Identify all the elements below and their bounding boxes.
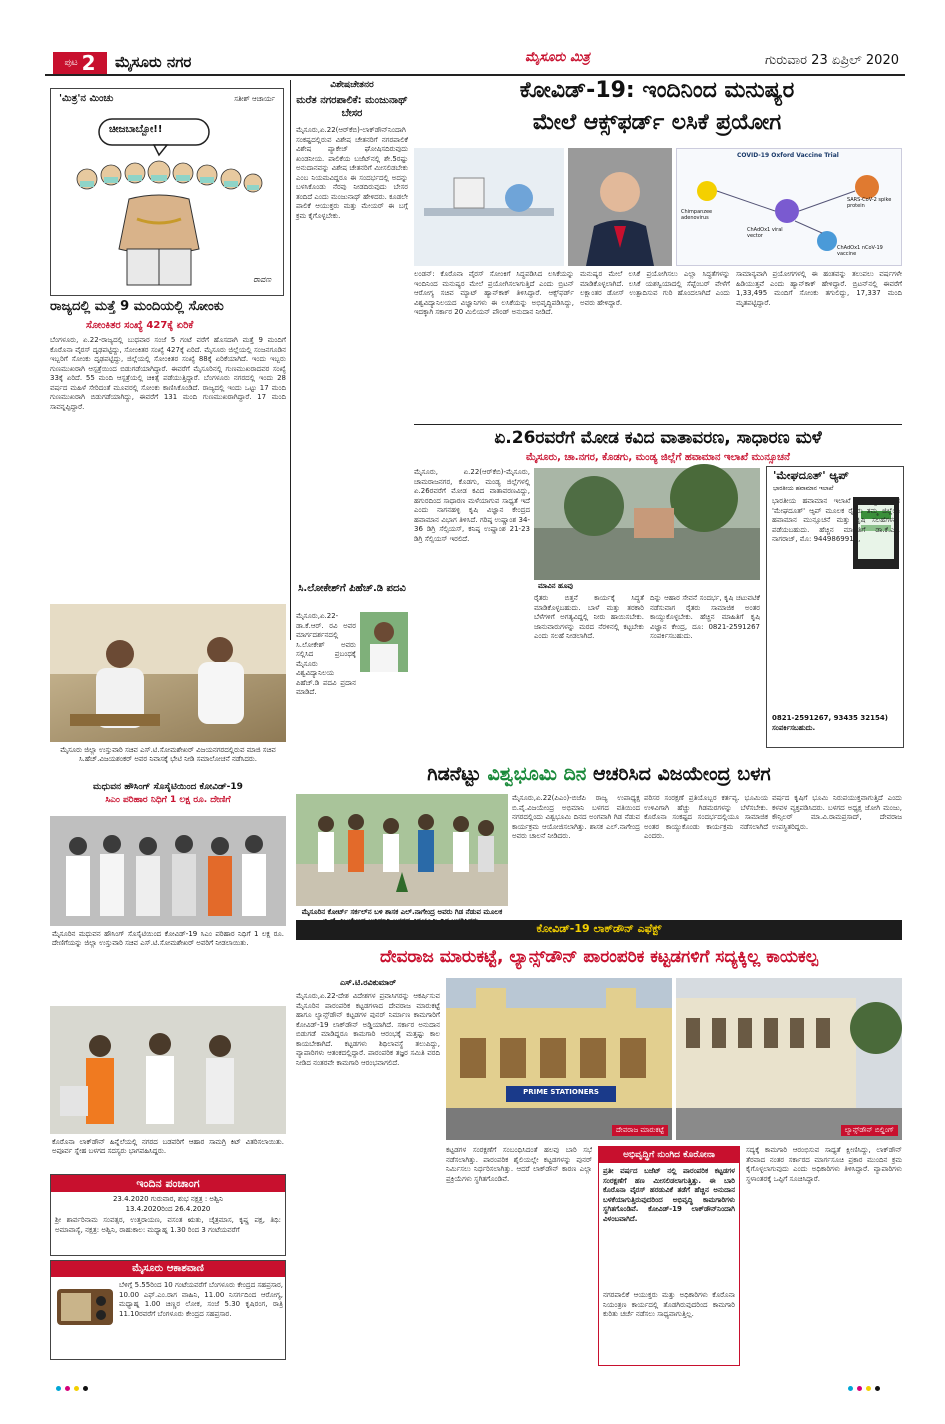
- panchanga-box: [50, 1174, 286, 1256]
- minister-photo: [568, 148, 672, 266]
- market-col1: ಮೈಸೂರು,ಏ.22-ದೇಶ ವಿದೇಶಗಳ ಪ್ರವಾಸಿಗರನ್ನು ಆಕರ್ಷಿಸುವ ಮೈಸೂರಿನ ಪಾರಂಪರಿಕ ಕಟ್ಟಡಗಳಾದ ದೇವರಾಜ ಮಾರುಕಟ್ಟೆ ಹಾಗೂ ಲ್ಯಾನ್ಸ್‌ಡೌನ್ ಕಟ್ಟಡಗಳ ಪುನರ್ ನಿರ್ಮಾಣ ಕಾಮಗಾರಿಗೆ ಕೋವಿಡ್-19 ಲಾಕ್‌ಡೌನ್ ಅಡ್ಡಿಯಾಗಿದೆ. ಸರ್ಕಾರ ಅನುದಾನ ಬಿಡುಗಡೆ ಮಾಡಿದ್ದರೂ ಕಾಮಗಾರಿ ಆರಂಭಕ್ಕೆ ಮತ್ತಷ್ಟು ಕಾಲ ಕಾಯಬೇಕಾಗಿದೆ. ಕಟ್ಟಡಗಳು ಶಿಥಿಲಾವಸ್ಥೆ ತಲುಪಿದ್ದು, ವ್ಯಾಪಾರಿಗಳು ಆತಂಕದಲ್ಲಿದ್ದಾರೆ. ಪಾರಂಪರಿಕ ತಜ್ಞರ ಸಮಿತಿ ವರದಿ ನೀಡಿದ ನಂತರವೇ ಕಾಮಗಾರಿ ಆರಂಭವಾಗಲಿದೆ.: [296, 992, 440, 1067]
- earthday-headline: [296, 762, 902, 786]
- donation-photo: [50, 816, 286, 926]
- market-headline: ದೇವರಾಜ ಮಾರುಕಟ್ಟೆ, ಲ್ಯಾನ್ಸ್‌ಡೌನ್ ಪಾರಂಪರಿಕ ಕಟ್ಟಡಗಳಿಗೆ ಸದ್ಯಕ್ಕಿಲ್ಲ ಕಾಯಕಲ್ಪ: [379, 947, 819, 967]
- weather-photo-caption: ಮಾವಿನ ಹೂವು: [538, 582, 573, 590]
- lab-photo: [414, 148, 564, 266]
- minister-photo-art: [568, 148, 672, 266]
- lokesh-headline: ಸಿ.ಲೋಕೇಶ್‌ಗೆ ಪಿಹೆಚ್.ಡಿ ಪದವಿ: [298, 583, 406, 594]
- masthead-date: ಗುರುವಾರ 23 ಏಪ್ರಿಲ್ 2020: [765, 53, 899, 68]
- corporation-headline: ಮರೆತ ನಗರಪಾಲಿಕೆ: ಮಂಜುನಾಥ್ ಬೇಸರ: [296, 95, 408, 119]
- earthday-col2: ಪರಿಸರ ಸಂರಕ್ಷಣೆ ಪ್ರತಿಯೊಬ್ಬರ ಕರ್ತವ್ಯ. ಭೂಮಿಯ ಉಳಿವಿಗಾಗಿ ಹೆಚ್ಚು ಗಿಡಮರಗಳನ್ನು ಬೆಳೆಸಬೇಕು. ಕೊರೊನಾ ಸಂಕಷ್ಟದ ಸಂದರ್ಭದಲ್ಲಿಯೂ ಸಾಮಾಜಿಕ ಅಂತರ ಕಾಯ್ದುಕೊಂಡು ಕಾರ್ಯಕ್ರಮ ನಡೆಸಲಾಗಿದೆ ಎಂದರು.: [644, 794, 768, 840]
- registration-marks-right: [848, 1386, 880, 1391]
- diagram-label-2: ChAdOx1 viral vector: [747, 227, 783, 239]
- earthday-headline-mid: ವಿಶ್ವಭೂಮಿ ದಿನ: [487, 763, 587, 785]
- market-col3: ನಗರಪಾಲಿಕೆ ಆಯುಕ್ತರು ಮತ್ತು ಅಧಿಕಾರಿಗಳು ಕೊರೊನಾ ನಿಯಂತ್ರಣ ಕಾರ್ಯದಲ್ಲಿ ತೊಡಗಿರುವುದರಿಂದ ಕಾಮಗಾರಿ ಕುರಿತು ಚರ್ಚೆ ನಡೆಸಲು ಸಾಧ್ಯವಾಗುತ್ತಿಲ್ಲ.: [603, 1291, 735, 1318]
- state-covid-subhead: ಸೋಂಕಿತರ ಸಂಖ್ಯೆ 427ಕ್ಕೆ ಏರಿಕೆ: [86, 320, 194, 331]
- earthday-caption: ಮೈಸೂರಿನ ಕೋರ್ಟ್ ಸರ್ಕಲ್‌ನ ಬಳಿ ಶಾಸಕ ಎಲ್.ನಾಗೇಂದ್ರ ಅವರು ಗಿಡ ನೆಡುವ ಮೂಲಕ: [301, 908, 503, 916]
- weather-headline: ಏ.26ರವರೆಗೆ ಮೋಡ ಕವಿದ ವಾತಾವರಣ, ಸಾಧಾರಣ ಮಳೆ: [494, 428, 822, 448]
- market-byline: ಎಸ್.ಟಿ.ರವಿಕುಮಾರ್: [339, 978, 397, 987]
- lokesh-photo-art: [360, 612, 408, 672]
- ministers-photo-art: [50, 604, 286, 742]
- cartoon-illustration: [59, 109, 277, 293]
- panchanga-line2: 13.4.2020ರಿಂದ 26.4.2020: [125, 1205, 211, 1213]
- vaccine-col1: ಲಂಡನ್: ಕೊರೊನಾ ವೈರಸ್ ಸೋಂಕಿಗೆ ಸಿದ್ಧಪಡಿಸಿದ ಲಸಿಕೆಯನ್ನು ಇಂದಿನಿಂದ ಮನುಷ್ಯರ ಮೇಲೆ ಪ್ರಯೋಗಿಸಲಾಗುತ್ತಿದೆ ಎಂದು ಬ್ರಿಟನ್ ಆರೋಗ್ಯ ಸಚಿವ ಮ್ಯಾಟ್ ಹ್ಯಾನ್‌ಕಾಕ್ ತಿಳಿಸಿದ್ದಾರೆ. ಆಕ್ಸ್‌ಫರ್ಡ್ ವಿಶ್ವವಿದ್ಯಾನಿಲಯದ ವಿಜ್ಞಾನಿಗಳು ಈ ಲಸಿಕೆಯನ್ನು ಅಭಿವೃದ್ಧಿಪಡಿಸಿದ್ದು, ಇದಕ್ಕಾಗಿ ಸರ್ಕಾರ 20 ಮಿಲಿಯನ್ ಪೌಂಡ್ ಅನುದಾನ ನೀಡಿದೆ.: [414, 270, 574, 316]
- lansdowne-photo: [676, 978, 902, 1140]
- weather-col1: ಮೈಸೂರು, ಏ.22(ಆರ್‌ಕೆಬಿ)-ಮೈಸೂರು, ಚಾಮರಾಜನಗರ, ಕೊಡಗು, ಮಂಡ್ಯ ಜಿಲ್ಲೆಗಳಲ್ಲಿ ಏ.26ರವರೆಗೆ ಮೋಡ ಕವಿದ ವಾತಾವರಣವಿದ್ದು, ಹಗುರದಿಂದ ಸಾಧಾರಣ ಮಳೆಯಾಗುವ ಸಾಧ್ಯತೆ ಇದೆ ಎಂದು ನಾಗನಹಳ್ಳಿ ಕೃಷಿ ವಿಜ್ಞಾನ ಕೇಂದ್ರದ ಹವಾಮಾನ ವಿಭಾಗ ತಿಳಿಸಿದೆ. ಗರಿಷ್ಠ ಉಷ್ಣಾಂಶ 34-36 ಡಿಗ್ರಿ ಸೆಲ್ಸಿಯಸ್, ಕನಿಷ್ಠ ಉಷ್ಣಾಂಶ 21-23 ಡಿಗ್ರಿ ಸೆಲ್ಸಿಯಸ್ ಇರಲಿದೆ.: [414, 468, 530, 543]
- corporation-body: ಮೈಸೂರು,ಏ.22(ಆರ್‌ಕೆಬಿ)-ಲಾಕ್‌ಡೌನ್‌ನಿಂದಾಗಿ ಸಂಕಷ್ಟದಲ್ಲಿರುವ ವಿಶೇಷ ಚೇತನರಿಗೆ ನಗರಪಾಲಿಕೆ ವಿಶೇಷ ಪ್ಯಾಕೇಜ್ ಘೋಷಿಸದಿರುವುದು ಖಂಡನೀಯ. ಪಾಲಿಕೆಯ ಬಜೆಟ್‌ನಲ್ಲಿ ಶೇ.5ರಷ್ಟು ಅನುದಾನವನ್ನು ವಿಶೇಷ ಚೇತನರಿಗೆ ಮೀಸಲಿಡಬೇಕು ಎಂಬ ನಿಯಮವಿದ್ದರೂ ಈ ಸಂದರ್ಭದಲ್ಲಿ ಅದನ್ನು ಬಳಸಿಕೊಂಡು ನೆರವು ನೀಡದಿರುವುದು ಬೇಸರ ತಂದಿದೆ ಎಂದು ಮಂಜುನಾಥ್ ಹೇಳಿದರು. ಕೂಡಲೇ ಪಾಲಿಕೆ ಆಯುಕ್ತರು ಮತ್ತು ಮೇಯರ್ ಈ ಬಗ್ಗೆ ಕ್ರಮ ಕೈಗೊಳ್ಳಬೇಕು.: [296, 126, 408, 220]
- panchanga-body: ಶ್ರೀ ಶಾರ್ವರಿನಾಮ ಸಂವತ್ಸರ, ಉತ್ತರಾಯಣ, ವಸಂತ ಋತು, ಚೈತ್ರಮಾಸ, ಕೃಷ್ಣ ಪಕ್ಷ, ತಿಥಿ: ಅಮಾವಾಸ್ಯೆ, ನಕ್ಷತ್ರ: ಅಶ್ವಿನಿ, ರಾಹುಕಾಲ: ಮಧ್ಯಾಹ್ನ 1.30 ರಿಂದ 3 ಗಂಟೆಯವರೆಗೆ: [55, 1216, 281, 1234]
- ministers-caption: ಮೈಸೂರು ಜಿಲ್ಲಾ ಉಸ್ತುವಾರಿ ಸಚಿವ ಎಸ್.ಟಿ.ಸೋಮಶೇಖರ್ ವಿಜಯನಗರದಲ್ಲಿರುವ ಮಾಜಿ ಸಚಿವ ಸಿ.ಹೆಚ್.ವಿಜಯಶಂಕರ್ ಅವರ ನಿವಾಸಕ್ಕೆ ಭೇಟಿ ನೀಡಿ ಸಮಾಲೋಚನೆ ನಡೆಸಿದರು.: [60, 746, 276, 763]
- lab-photo-art: [414, 148, 564, 266]
- diagram-label-3: SARS-CoV-2 spike protein: [847, 197, 892, 209]
- kit-photo: [50, 1006, 286, 1134]
- akashavani-title: ಮೈಸೂರು ಆಕಾಶವಾಣಿ: [51, 1261, 285, 1277]
- page-number: 2: [81, 51, 96, 75]
- page-label-badge: [53, 52, 107, 74]
- meghdoot-subtitle: ಭಾರತೀಯ ಹವಾಮಾನ ಇಲಾಖೆ: [773, 485, 834, 492]
- page-label: ಪುಟ: [64, 58, 78, 68]
- diagram-title: COVID-19 Oxford Vaccine Trial: [737, 152, 839, 159]
- donation-photo-art: [50, 816, 286, 926]
- cartoon-box: [50, 88, 284, 296]
- devaraja-caption: ದೇವರಾಜ ಮಾರುಕಟ್ಟೆ: [612, 1125, 668, 1136]
- section-name: ಮೈಸೂರು ನಗರ: [115, 53, 192, 71]
- corona-box-title: ಅಭಿವೃದ್ಧಿಗೆ ನುಂಗಿದ ಕೊರೋನಾ: [599, 1147, 739, 1163]
- devaraja-market-photo: [446, 978, 672, 1140]
- market-banner-text: ಕೋವಿಡ್-19 ಲಾಕ್‌ಡೌನ್ ಎಫೆಕ್ಟ್: [536, 922, 662, 935]
- panchanga-title: ಇಂದಿನ ಪಂಚಾಂಗ: [51, 1175, 285, 1192]
- weather-col3: ದಿನ್ನು ಆಹಾರ ಸೇವನೆ ಸಂದರ್ಭ, ಕೃಷಿ ಚಟುವಟಿಕೆ ನಡೆಸುವಾಗ ರೈತರು ಸಾಮಾಜಿಕ ಅಂತರ ಕಾಯ್ದುಕೊಳ್ಳಬೇಕು. ಹೆಚ್ಚಿನ ಮಾಹಿತಿಗೆ ಕೃಷಿ ವಿಜ್ಞಾನ ಕೇಂದ್ರ, ದೂ: 0821-2591267 ಸಂಪರ್ಕಿಸಬಹುದು.: [650, 594, 760, 640]
- meghdoot-phones: 0821-2591267, 93435 32154) ಸಂಪರ್ಕಿಸಬಹುದು.: [772, 714, 888, 732]
- corona-box-body: ಪ್ರತೀ ವರ್ಷದ ಬಜೆಟ್ ನಲ್ಲಿ ಪಾರಂಪರಿಕ ಕಟ್ಟಡಗಳ ಸಂರಕ್ಷಣೆಗೆ ಹಣ ಮೀಸಲಿಡಲಾಗುತ್ತಿತ್ತು. ಈ ಬಾರಿ ಕೊರೊನಾ ವೈರಸ್ ಹರಡುವಿಕೆ ತಡೆಗೆ ಹೆಚ್ಚಿನ ಅನುದಾನ ಬಳಕೆಯಾಗುತ್ತಿರುವುದರಿಂದ ಅಭಿವೃದ್ಧಿ ಕಾಮಗಾರಿಗಳು ಸ್ಥಗಿತಗೊಂಡಿವೆ. ಕೋವಿಡ್-19 ಲಾಕ್‌ಡೌನ್‌ನಿಂದಾಗಿ ವಿಳಂಬವಾಗಿದೆ.: [603, 1167, 735, 1223]
- meghdoot-title: 'ಮೇಘದೂತ್' ಆ್ಯಪ್: [773, 469, 849, 482]
- meghdoot-body: ಭಾರತೀಯ ಹವಾಮಾನ ಇಲಾಖೆ ಅಭಿವೃದ್ಧಿಪಡಿಸಿರುವ 'ಮೇಘದೂತ್' ಆ್ಯಪ್ ಮೂಲಕ ರೈತರು ತಮ್ಮ ಜಿಲ್ಲೆಯ ಹವಾಮಾನ ಮುನ್ಸೂಚನೆ ಮತ್ತು ಕೃಷಿ ಸಲಹೆಗಳನ್ನು ಪಡೆಯಬಹುದು. ಹೆಚ್ಚಿನ ಮಾಹಿತಿಗೆ ಡಾ.ಕೆ.ಎಂ. ನಾಗರಾಜ್, ಮೊ: 9449869914,: [772, 497, 900, 543]
- lokesh-body: ಮೈಸೂರು,ಏ.22-ಡಾ.ಕೆ.ಆರ್. ರವಿ ಅವರ ಮಾರ್ಗದರ್ಶನದಲ್ಲಿ ಸಿ.ಲೋಕೇಶ್ ಅವರು ಸಲ್ಲಿಸಿದ ಪ್ರಬಂಧಕ್ಕೆ ಮೈಸೂರು ವಿಶ್ವವಿದ್ಯಾನಿಲಯ ಪಿಹೆಚ್.ಡಿ ಪದವಿ ಪ್ರದಾನ ಮಾಡಿದೆ.: [296, 612, 356, 696]
- weather-photo: [534, 468, 760, 580]
- ministers-photo: [50, 604, 286, 742]
- cartoon-artist: ಸತೀಶ್ ಆಚಾರ್ಯ: [234, 95, 275, 103]
- market-col4: ಸದ್ಯಕ್ಕೆ ಕಾಮಗಾರಿ ಆರಂಭಿಸುವ ಸಾಧ್ಯತೆ ಕ್ಷೀಣಿಸಿದ್ದು, ಲಾಕ್‌ಡೌನ್ ತೆರವಾದ ನಂತರ ಸರ್ಕಾರದ ಮಾರ್ಗಸೂಚಿ ಪ್ರಕಾರ ಮುಂದಿನ ಕ್ರಮ ಕೈಗೊಳ್ಳಲಾಗುವುದು ಎಂದು ಅಧಿಕಾರಿಗಳು ತಿಳಿಸಿದ್ದಾರೆ. ವ್ಯಾಪಾರಿಗಳು ಸ್ಥಳಾಂತರಕ್ಕೆ ಒಪ್ಪಿಗೆ ಸೂಚಿಸಿದ್ದಾರೆ.: [746, 1146, 902, 1183]
- weather-subhead: ಮೈಸೂರು, ಚಾ.ನಗರ, ಕೊಡಗು, ಮಂಡ್ಯ ಜಿಲ್ಲೆಗೆ ಹವಾಮಾನ ಇಲಾಖೆ ಮುನ್ಸೂಚನೆ: [526, 452, 790, 463]
- donation-headline: ಮಧುವನ ಹೌಸಿಂಗ್ ಸೊಸೈಟಿಯಿಂದ ಕೋವಿಡ್-19: [93, 782, 243, 792]
- radio-icon: [55, 1283, 115, 1329]
- lansdowne-photo-art: [676, 978, 902, 1140]
- earthday-photo-art: [296, 794, 508, 906]
- earthday-photo: [296, 794, 508, 906]
- market-col2: ಕಟ್ಟಡಗಳ ಸಂರಕ್ಷಣೆಗೆ ಸಂಬಂಧಿಸಿದಂತೆ ಹಲವು ಬಾರಿ ಸಭೆ ನಡೆಸಲಾಗಿತ್ತು. ಪಾರಂಪರಿಕ ಶೈಲಿಯಲ್ಲೇ ಕಟ್ಟಡಗಳನ್ನು ಪುನರ್ ನಿರ್ಮಿಸಲು ನಿರ್ಧರಿಸಲಾಗಿತ್ತು. ಆದರೆ ಲಾಕ್‌ಡೌನ್ ಕಾರಣ ಎಲ್ಲಾ ಪ್ರಕ್ರಿಯೆಗಳು ಸ್ಥಗಿತಗೊಂಡಿವೆ.: [446, 1146, 592, 1183]
- lansdowne-caption: ಲ್ಯಾನ್ಸ್‌ಡೌನ್ ಬಿಲ್ಡಿಂಗ್: [841, 1125, 898, 1136]
- weather-col2: ರೈತರು ಬಿತ್ತನೆ ಕಾರ್ಯಕ್ಕೆ ಸಿದ್ಧತೆ ಮಾಡಿಕೊಳ್ಳಬಹುದು. ಬಾಳೆ ಮತ್ತು ತರಕಾರಿ ಬೆಳೆಗಳಿಗೆ ಅಗತ್ಯವಿದ್ದಲ್ಲಿ ನೀರು ಹಾಯಿಸಬೇಕು. ಜಾನುವಾರುಗಳನ್ನು ಮರದ ನೆರಳಿನಲ್ಲಿ ಕಟ್ಟಬೇಕು ಎಂದು ಸಲಹೆ ನೀಡಲಾಗಿದೆ.: [534, 594, 644, 640]
- registration-marks-left: [56, 1386, 88, 1391]
- akashavani-box: [50, 1260, 286, 1360]
- weather-photo-art: [534, 468, 760, 580]
- donation-caption: ಮೈಸೂರಿನ ಮಧುವನ ಹೌಸಿಂಗ್ ಸೊಸೈಟಿಯಿಂದ ಕೋವಿಡ್-19 ಸಿಎಂ ಪರಿಹಾರ ನಿಧಿಗೆ 1 ಲಕ್ಷ ರೂ. ದೇಣಿಗೆಯನ್ನು ಜಿಲ್ಲಾ ಉಸ್ತುವಾರಿ ಸಚಿವ ಎಸ್.ಟಿ.ಸೋಮಶೇಖರ್ ಅವರಿಗೆ ನೀಡಲಾಯಿತು.: [52, 930, 284, 947]
- corona-box: [598, 1146, 740, 1366]
- column-divider: [290, 80, 291, 640]
- cartoon-title: 'ಮಿತ್ರ'ನ ಮಿಂಚು: [59, 93, 114, 104]
- akashavani-body: ಬೆಳಿಗ್ಗೆ 5.55ರಿಂದ 10 ಗಂಟೆಯವರೆಗೆ ಬೆಂಗಳೂರು ಕೇಂದ್ರದ ಸಹಪ್ರಸಾರ, 10.00 ಎಫ್.ಎಂ.ರಾಗ ವಾಹಿನಿ, 11.00 ನಿಸರ್ಗದಿಂದ ಆರೋಗ್ಯ, ಮಧ್ಯಾಹ್ನ 1.00 ಚಿಣ್ಣರ ಲೋಕ, ಸಂಜೆ 5.30 ಕೃಷಿರಂಗ, ರಾತ್ರಿ 11.10ರವರೆಗೆ ಬೆಂಗಳೂರು ಕೇಂದ್ರದ ಸಹಪ್ರಸಾರ.: [119, 1281, 283, 1318]
- corporation-kicker: ವಿಶೇಷಚೇತನರ: [330, 80, 374, 90]
- earthday-headline-pre: ಗಿಡನೆಟ್ಟು: [427, 763, 481, 785]
- lokesh-photo: [360, 612, 408, 672]
- weather-top-rule: [414, 424, 902, 425]
- diagram-label-1: Chimpanzee adenovirus: [681, 209, 713, 221]
- paper-name: ಮೈಸೂರು ಮಿತ್ರ: [525, 50, 590, 65]
- donation-subhead: ಸಿಎಂ ಪರಿಹಾರ ನಿಧಿಗೆ 1 ಲಕ್ಷ ರೂ. ದೇಣಿಗೆ: [105, 795, 231, 805]
- earthday-headline-post: ಆಚರಿಸಿದ ವಿಜಯೇಂದ್ರ ಬಳಗ: [592, 763, 771, 785]
- earthday-col1: ಮೈಸೂರು,ಏ.22(ಪಿಎಂ)-ಬಿಜೆಪಿ ರಾಜ್ಯ ಉಪಾಧ್ಯಕ್ಷ ಬಿ.ವೈ.ವಿಜಯೇಂದ್ರ ಅಭಿಮಾನಿ ಬಳಗದ ವತಿಯಿಂದ ನಗರದಲ್ಲಿಂದು ವಿಶ್ವಭೂಮಿ ದಿನದ ಅಂಗವಾಗಿ ಗಿಡ ನೆಡುವ ಕಾರ್ಯಕ್ರಮ ಆಯೋಜಿಸಲಾಗಿತ್ತು. ಶಾಸಕ ಎಲ್.ನಾಗೇಂದ್ರ ಅವರು ಚಾಲನೆ ನೀಡಿದರು.: [512, 794, 640, 840]
- kit-photo-art: [50, 1006, 286, 1134]
- diagram-label-4: ChAdOx1 nCoV-19 vaccine: [837, 245, 883, 257]
- devaraja-market-photo-art: [446, 978, 672, 1140]
- market-banner: [296, 920, 902, 940]
- state-covid-headline: ರಾಜ್ಯದಲ್ಲಿ ಮತ್ತೆ 9 ಮಂದಿಯಲ್ಲಿ ಸೋಂಕು: [50, 299, 224, 314]
- vaccine-headline-1: ಕೋವಿಡ್-19: ಇಂದಿನಿಂದ ಮನುಷ್ಯರ: [519, 78, 795, 103]
- shop-sign: PRIME STATIONERS: [523, 1088, 599, 1096]
- earthday-col3: ವರ್ಷದ ಕೃಷಿಗೆ ಭೂಮಿ ನಿರುಪಯುಕ್ತವಾಗುತ್ತಿದೆ ಎಂದು ಕಳವಳ ವ್ಯಕ್ತಪಡಿಸಿದರು. ಬಳಗದ ಅಧ್ಯಕ್ಷ ಜೋಗಿ ಮಂಜು, ಕೌನ್ಸಿಲರ್ ಮಾ.ವಿ.ರಾಮಪ್ರಸಾದ್, ದೇವರಾಜ ಉಪಸ್ಥಿತರಿದ್ದರು.: [772, 794, 902, 831]
- panchanga-line1: 23.4.2020 ಗುರುವಾರ, ಶುಭ ನಕ್ಷತ್ರ : ಅಶ್ವಿನಿ: [112, 1195, 224, 1203]
- meghdoot-box: [766, 466, 904, 748]
- vaccine-col2: ಮನುಷ್ಯರ ಮೇಲೆ ಲಸಿಕೆ ಪ್ರಯೋಗಿಸಲು ಎಲ್ಲಾ ಸಿದ್ಧತೆಗಳನ್ನು ಮಾಡಿಕೊಳ್ಳಲಾಗಿದೆ. ಲಸಿಕೆ ಯಶಸ್ವಿಯಾದಲ್ಲಿ ಸೆಪ್ಟೆಂಬರ್ ವೇಳೆಗೆ ಲಕ್ಷಾಂತರ ಡೋಸ್ ಉತ್ಪಾದಿಸುವ ಗುರಿ ಹೊಂದಲಾಗಿದೆ ಎಂದು ಅವರು ಹೇಳಿದ್ದಾರೆ.: [580, 270, 730, 307]
- cartoon-speech: ಚೀಜಬಾಬ್ಬೋ!!: [109, 124, 163, 135]
- masthead: [45, 48, 905, 76]
- vaccine-headline-2: ಮೇಲೆ ಆಕ್ಸ್‌ಫರ್ಡ್ ಲಸಿಕೆ ಪ್ರಯೋಗ: [532, 110, 782, 135]
- vaccine-col3: ಸಾಮಾನ್ಯವಾಗಿ ಪ್ರಯೋಗಗಳಲ್ಲಿ ಈ ಹಂತವನ್ನು ತಲುಪಲು ವರ್ಷಗಳೇ ಹಿಡಿಯುತ್ತವೆ ಎಂದು ಹ್ಯಾನ್‌ಕಾಕ್ ಹೇಳಿದ್ದಾರೆ. ಬ್ರಿಟನ್‌ನಲ್ಲಿ ಈವರೆಗೆ 1,33,495 ಮಂದಿಗೆ ಸೋಂಕು ತಗುಲಿದ್ದು, 17,337 ಮಂದಿ ಮೃತಪಟ್ಟಿದ್ದಾರೆ.: [736, 270, 902, 307]
- kit-caption: ಕೊರೊನಾ ಲಾಕ್‌ಡೌನ್ ಹಿನ್ನೆಲೆಯಲ್ಲಿ ನಗರದ ಬಡವರಿಗೆ ಆಹಾರ ಸಾಮಗ್ರಿ ಕಿಟ್ ವಿತರಿಸಲಾಯಿತು. ಅಪೂರ್ವ ಸ್ನೇಹ ಬಳಗದ ಸದಸ್ಯರು ಭಾಗವಹಿಸಿದ್ದರು.: [52, 1138, 284, 1155]
- state-covid-body: ಬೆಂಗಳೂರು, ಏ.22-ರಾಜ್ಯದಲ್ಲಿ ಬುಧವಾರ ಸಂಜೆ 5 ಗಂಟೆ ವರೆಗೆ ಹೊಸದಾಗಿ ಮತ್ತೆ 9 ಮಂದಿಗೆ ಕೊರೊನಾ ವೈರಸ್ ದೃಢಪಟ್ಟಿದ್ದು, ಸೋಂಕಿತರ ಸಂಖ್ಯೆ 427ಕ್ಕೆ ಏರಿದೆ. ಮೈಸೂರು ಜಿಲ್ಲೆಯಲ್ಲಿ ಸಂಜನಗೂಡಿನ ಇಬ್ಬರಿಗೆ ಸೋಂಕು ದೃಢಪಟ್ಟಿದ್ದು, ಜಿಲ್ಲೆಯಲ್ಲಿ ಸೋಂಕಿತರ ಸಂಖ್ಯೆ 88ಕ್ಕೆ ಏರಿಕೆಯಾಗಿದೆ. ಇಂದು ಇಬ್ಬರು ಗುಣಮುಖರಾಗಿ ಆಸ್ಪತ್ರೆಯಿಂದ ಬಿಡುಗಡೆಯಾಗಿದ್ದಾರೆ. ಈವರೆಗೆ ಮೈಸೂರಿನಲ್ಲಿ ಗುಣಮುಖರಾದವರ ಸಂಖ್ಯೆ 33ಕ್ಕೆ ಏರಿದೆ. 55 ಮಂದಿ ಆಸ್ಪತ್ರೆಯಲ್ಲಿ ಚಿಕಿತ್ಸೆ ಪಡೆಯುತ್ತಿದ್ದಾರೆ. ಬೆಂಗಳೂರು ನಗರದಲ್ಲಿ ಇಂದು 28 ವರ್ಷದ ಮಹಿಳೆ ಸೇರಿದಂತೆ ಮೂವರಲ್ಲಿ ಸೋಂಕು ಕಾಣಿಸಿಕೊಂಡಿದೆ. ರಾಜ್ಯದಲ್ಲಿ ಇಂದು ಒಟ್ಟು 17 ಮಂದಿ ಗುಣಮುಖರಾಗಿ ಬಿಡುಗಡೆಯಾಗಿದ್ದು, ಈವರೆಗೆ 131 ಮಂದಿ ಗುಣಮುಖರಾಗಿದ್ದಾರೆ. 17 ಮಂದಿ ಸಾವನ್ನಪ್ಪಿದ್ದಾರೆ.: [50, 336, 286, 411]
- cartoon-signature: ರಾವಣ: [253, 275, 271, 284]
- vaccine-diagram: [676, 148, 902, 266]
